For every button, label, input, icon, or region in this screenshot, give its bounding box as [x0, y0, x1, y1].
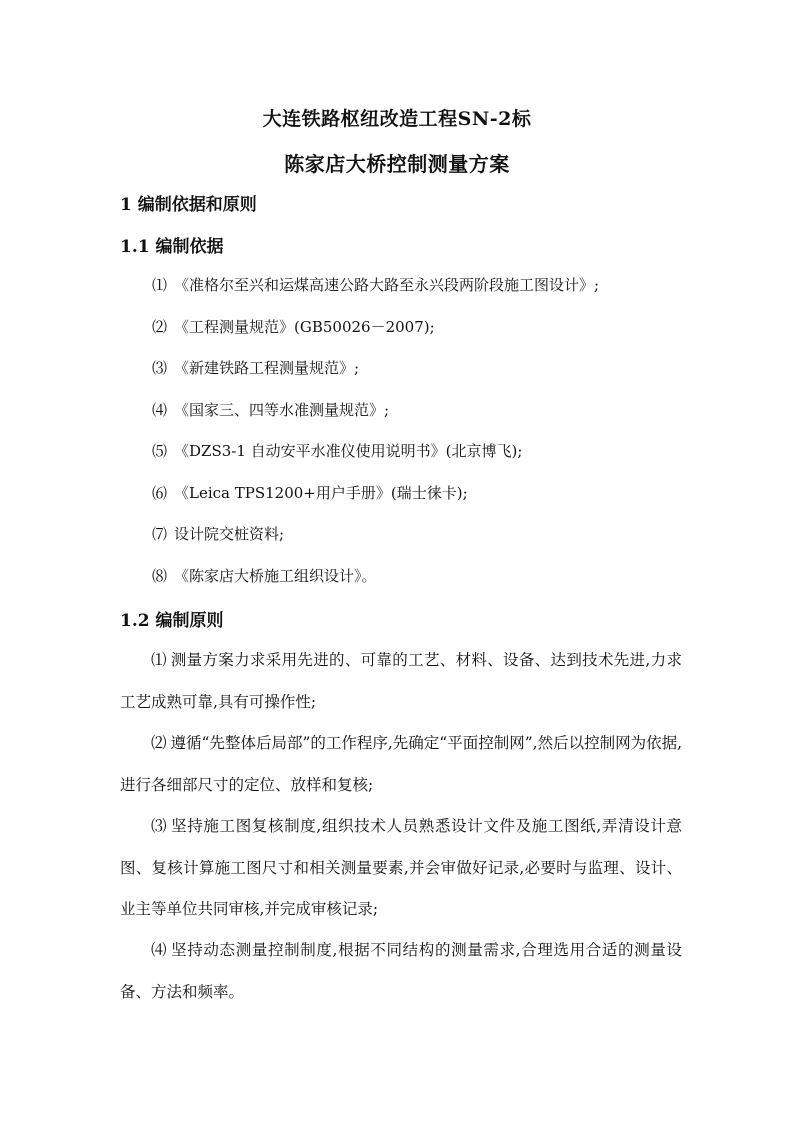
- list-item-text: 《Leica TPS1200+用户手册》(瑞士徕卡);: [174, 483, 468, 502]
- list-item: [152, 524, 599, 566]
- list-item: [152, 483, 599, 525]
- paragraph-text: 坚持施工图复核制度,组织技术人员熟悉设计文件及施工图纸,弄清设计意图、复核计算施工图尺寸和相关测量要素,并会审做好记录,必要时与监理、设计、业主等单位共同审核,并完成审核记录;: [120, 817, 682, 918]
- list-item-text: 《DZS3-1 自动安平水准仪使用说明书》(北京博飞);: [174, 442, 523, 460]
- list-item-text: 《陈家店大桥施工组织设计》。: [174, 566, 377, 585]
- paragraph-text: 坚持动态测量控制制度,根据不同结构的测量需求,合理选用合适的测量设备、方法和频率。: [120, 941, 682, 1001]
- list-item-number: ⑷: [152, 400, 168, 419]
- paragraph-number: ⑷: [151, 941, 168, 959]
- list-item-number: ⑴: [152, 276, 168, 294]
- list-item-number: ⑵: [152, 317, 168, 336]
- list-item: [152, 441, 599, 483]
- document-title-line2: 陈家店大桥控制测量方案: [284, 152, 510, 176]
- section-heading-1: 1 编制依据和原则: [120, 195, 257, 215]
- principle-paragraph: [120, 806, 682, 931]
- list-item: [152, 400, 599, 442]
- section-heading-1-1: 1.1 编制依据: [120, 237, 224, 257]
- list-item-text: 设计院交桩资料;: [174, 525, 285, 543]
- list-item-text: 《新建铁路工程测量规范》;: [174, 359, 360, 377]
- paragraph-number: ⑴: [151, 651, 167, 669]
- list-item-number: ⑻: [152, 566, 168, 585]
- principle-paragraph: [120, 723, 682, 806]
- list-item-text: 《工程测量规范》(GB50026－2007);: [174, 317, 435, 336]
- list-item-number: ⑶: [152, 359, 168, 377]
- list-item-number: ⑹: [152, 483, 168, 502]
- paragraph-text: 测量方案力求采用先进的、可靠的工艺、材料、设备、达到技术先进,力求工艺成熟可靠,具有可操作性;: [120, 651, 682, 711]
- paragraph-text: 遵循“先整体后局部”的工作程序,先确定“平面控制网”,然后以控制网为依据,进行各细部尺寸的定位、放样和复核;: [120, 734, 682, 794]
- principle-paragraph: [120, 640, 682, 723]
- principle-paragraph: [120, 930, 682, 1013]
- section-heading-1-2: 1.2 编制原则: [120, 611, 224, 631]
- list-item: [152, 566, 599, 608]
- list-item: [152, 275, 599, 317]
- list-item: [152, 317, 599, 359]
- paragraph-number: ⑶: [151, 817, 168, 835]
- list-item-text: 《准格尔至兴和运煤高速公路大路至永兴段两阶段施工图设计》;: [174, 276, 600, 294]
- list-item: [152, 358, 599, 400]
- list-item-number: ⑺: [152, 525, 168, 543]
- paragraph-number: ⑵: [151, 734, 167, 752]
- list-item-text: 《国家三、四等水准测量规范》;: [174, 400, 390, 419]
- document-title-line1: 大连铁路枢纽改造工程SN-2标: [262, 108, 532, 130]
- list-item-number: ⑸: [152, 442, 168, 460]
- basis-list: [152, 275, 599, 607]
